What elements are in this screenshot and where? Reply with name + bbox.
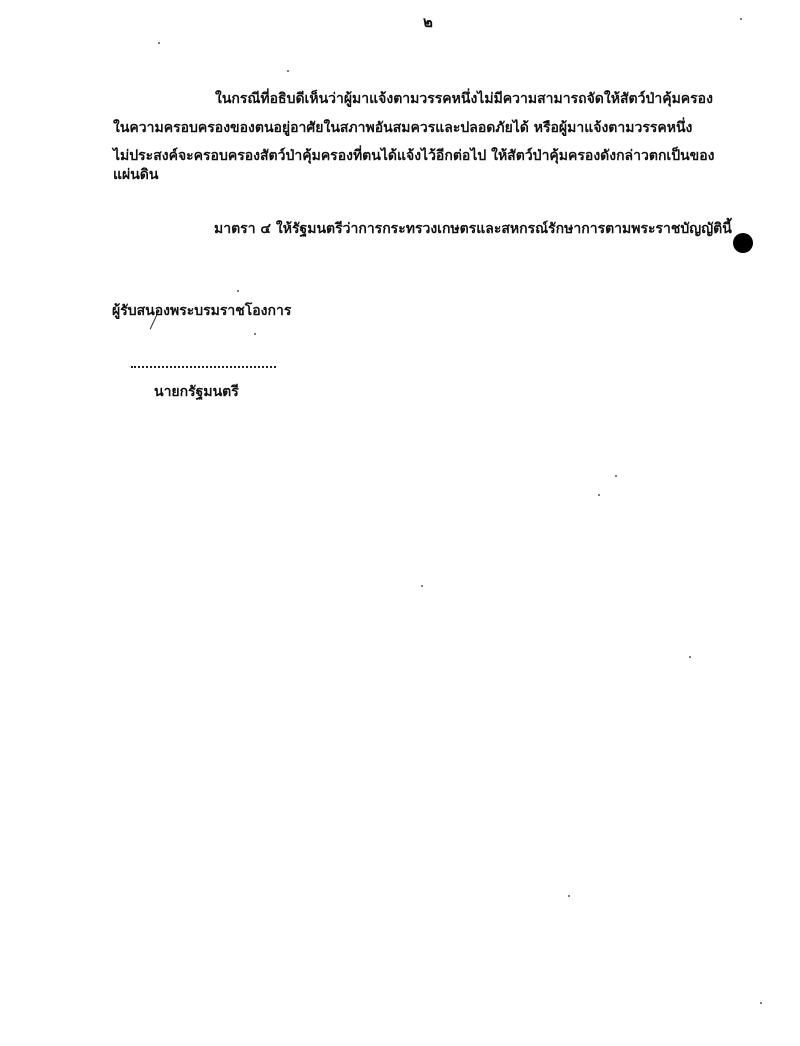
ink-blot: [733, 233, 753, 253]
scan-speck: [740, 18, 742, 20]
page-number: ๒: [423, 13, 433, 31]
signature-line: [131, 366, 276, 368]
paragraph-line-3: ไม่ประสงค์จะครอบครองสัตว์ป่าคุ้มครองที่ตนได้แจ้งไว้อีกต่อไป ให้สัตว์ป่าคุ้มครองดังกล่าวตกเป็นของ: [113, 148, 715, 164]
scan-speck: [158, 42, 160, 44]
scan-speck: [421, 585, 423, 587]
paragraph-line-4: แผ่นดิน: [113, 167, 159, 183]
scan-speck: [254, 333, 256, 335]
scan-speck: [598, 494, 600, 496]
section-4-text: มาตรา ๔ ให้รัฐมนตรีว่าการกระทรวงเกษตรและสหกรณ์รักษาการตามพระราชบัญญัตินี้: [214, 221, 732, 237]
scan-speck: [760, 1002, 762, 1004]
paragraph-line-1: ในกรณีที่อธิบดีเห็นว่าผู้มาแจ้งตามวรรคหนึ่งไม่มีความสามารถจัดให้สัตว์ป่าคุ้มครอง: [215, 91, 713, 107]
scan-speck: [689, 656, 691, 658]
scan-speck: [568, 895, 570, 897]
countersign-label: ผู้รับสนองพระบรมราชโองการ: [112, 303, 292, 319]
scan-speck: [237, 290, 239, 292]
signatory-title: นายกรัฐมนตรี: [154, 384, 239, 400]
paragraph-line-2: ในความครอบครองของตนอยู่อาศัยในสภาพอันสมควรและปลอดภัยได้ หรือผู้มาแจ้งตามวรรคหนึ่ง: [113, 120, 693, 136]
scan-speck: [287, 70, 289, 72]
scan-speck: [615, 475, 617, 477]
